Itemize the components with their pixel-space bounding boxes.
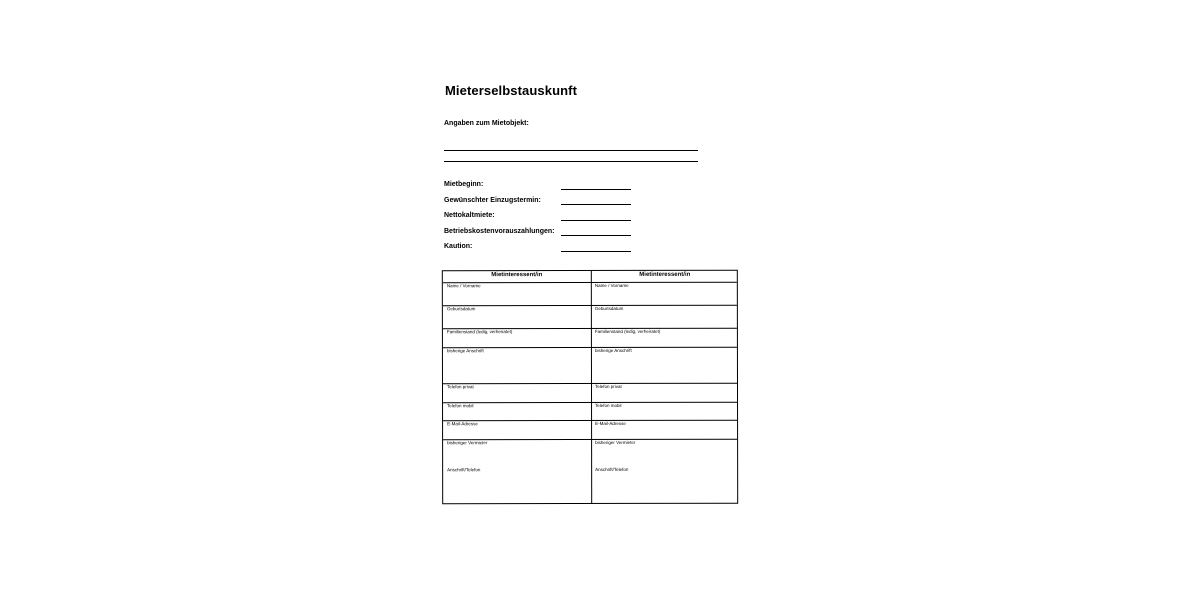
cell-label-telefon-mobil-tenant-1: Telefon mobil xyxy=(447,403,474,409)
cell-label-name-tenant-1: Name / Vorname xyxy=(446,283,481,289)
cell-label-email-tenant-1: E-Mail-Adresse xyxy=(447,421,478,427)
field-label-kaution: Kaution: xyxy=(444,243,473,250)
field-label-nettokaltmiete: Nettokaltmiete: xyxy=(444,212,495,219)
cell-label-vermieter-tenant-1: bisheriger Vermieter xyxy=(447,440,488,446)
field-line-betriebskosten[interactable] xyxy=(561,235,631,236)
object-section-label: Angaben zum Mietobjekt: xyxy=(444,120,529,127)
cell-label-anschrift-tenant-2: bisherige Anschrift xyxy=(594,347,632,353)
cell-label-telefon-privat-tenant-1: Telefon privat xyxy=(446,384,474,390)
field-line-kaution[interactable] xyxy=(561,251,631,252)
field-label-einzugstermin: Gewünschter Einzugstermin: xyxy=(444,197,541,204)
cell-label-vermieter-kontakt-tenant-2: Anschrift/Telefon xyxy=(595,466,629,472)
field-line-nettokaltmiete[interactable] xyxy=(561,220,631,221)
cell-label-anschrift-tenant-1: bisherige Anschrift xyxy=(446,348,484,354)
tenant-table xyxy=(442,270,738,505)
field-line-einzugstermin[interactable] xyxy=(561,204,631,205)
cell-label-vermieter-tenant-2: bisheriger Vermieter xyxy=(595,439,636,445)
table-row-divider xyxy=(443,420,737,422)
table-row-divider xyxy=(443,402,737,404)
table-row-divider xyxy=(443,282,737,284)
cell-label-geburtsdatum-tenant-1: Geburtsdatum xyxy=(446,306,476,312)
object-entry-line-2[interactable] xyxy=(444,161,698,162)
cell-label-vermieter-kontakt-tenant-1: Anschrift/Telefon xyxy=(447,467,481,473)
cell-label-email-tenant-2: E-Mail-Adresse xyxy=(595,420,626,426)
table-row-divider xyxy=(443,305,737,307)
column-header-tenant-1: Mietinteressent/in xyxy=(491,272,543,279)
cell-label-telefon-mobil-tenant-2: Telefon mobil xyxy=(595,402,622,408)
cell-label-geburtsdatum-tenant-2: Geburtsdatum xyxy=(594,305,624,311)
table-row-divider xyxy=(443,347,737,349)
column-header-tenant-2: Mietinteressent/in xyxy=(639,271,691,278)
field-line-mietbeginn[interactable] xyxy=(561,189,631,190)
field-label-mietbeginn: Mietbeginn: xyxy=(444,181,484,188)
cell-label-telefon-privat-tenant-2: Telefon privat xyxy=(594,383,622,389)
cell-label-name-tenant-2: Name / Vorname xyxy=(594,282,629,288)
cell-label-familienstand-tenant-2: Familienstand (ledig, verheiratet) xyxy=(594,328,661,334)
cell-label-familienstand-tenant-1: Familienstand (ledig, verheiratet) xyxy=(446,329,513,335)
object-entry-line-1[interactable] xyxy=(444,150,698,151)
field-label-betriebskosten: Betriebskostenvorauszahlungen: xyxy=(444,228,555,235)
document-title: Mieterselbstauskunft xyxy=(445,83,578,98)
table-row-divider xyxy=(443,383,737,385)
